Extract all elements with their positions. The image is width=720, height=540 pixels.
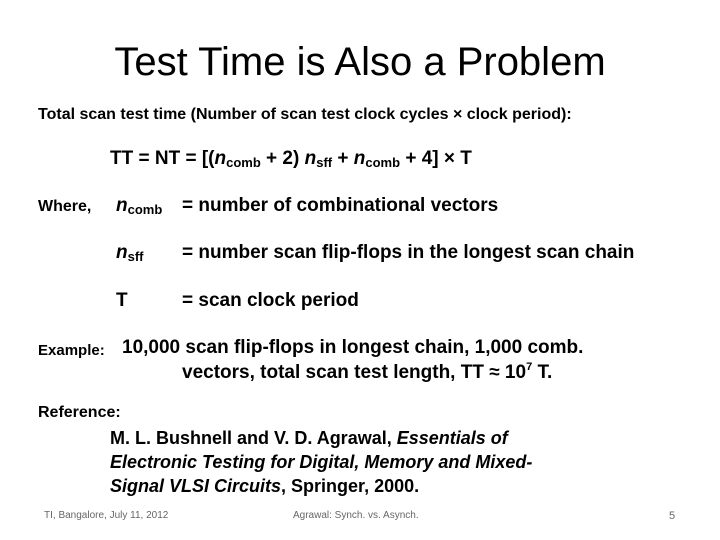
formula-tail: + 4] × T [400, 148, 472, 169]
page-number: 5 [669, 510, 676, 522]
formula-plus: + [332, 148, 354, 169]
example-line-2-text: vectors, total scan test length, TT ≈ 10 [182, 362, 527, 383]
formula [110, 148, 472, 170]
def-description-nsff: = number scan flip-flops in the longest scan chain [182, 242, 635, 263]
intro-text: Total scan test time (Number of scan test clock cycles × clock period): [38, 106, 572, 123]
def-symbol-n: n [116, 195, 128, 216]
reference-publisher: , Springer, 2000. [281, 476, 420, 496]
def-symbol-nsff [116, 242, 144, 264]
def-symbol-n: n [116, 242, 128, 263]
formula-n-comb: n [214, 148, 227, 169]
def-symbol-sub: comb [127, 202, 163, 217]
where-label: Where, [38, 198, 92, 215]
def-symbol-sub: sff [127, 249, 144, 264]
def-symbol-ncomb [116, 195, 162, 217]
example-exponent: 7 [526, 361, 533, 373]
formula-plus2: + 2) [260, 148, 305, 169]
footer-title: Agrawal: Synch. vs. Asynch. [293, 510, 419, 521]
example-label: Example: [38, 342, 105, 359]
formula-n-sff-sub: sff [316, 155, 333, 170]
def-symbol-t: T [116, 290, 128, 311]
example-line-2 [182, 362, 552, 384]
reference-book-title-3: Signal VLSI Circuits [110, 476, 282, 496]
reference-book-title-2: Electronic Testing for Digital, Memory and Mixed- [110, 452, 533, 472]
reference-line-3 [110, 476, 419, 497]
slide-title: Test Time is Also a Problem [114, 40, 606, 84]
formula-n-comb-2: n [353, 148, 366, 169]
example-line-1: 10,000 scan flip-flops in longest chain, 1,000 comb. [122, 337, 584, 358]
def-description-ncomb: = number of combinational vectors [182, 195, 499, 216]
reference-book-title-1: Essentials of [396, 428, 508, 448]
footer-date: TI, Bangalore, July 11, 2012 [44, 510, 169, 521]
formula-lhs: TT = NT = [( [110, 148, 215, 169]
reference-authors: M. L. Bushnell and V. D. Agrawal, [110, 428, 397, 448]
formula-n-comb-2-sub: comb [365, 155, 401, 170]
formula-n-sff: n [304, 148, 317, 169]
def-description-t: = scan clock period [182, 290, 359, 311]
reference-line-1 [110, 428, 508, 449]
reference-label: Reference: [38, 404, 121, 421]
formula-n-comb-sub: comb [226, 155, 261, 170]
example-line-2-end: T. [532, 362, 553, 383]
